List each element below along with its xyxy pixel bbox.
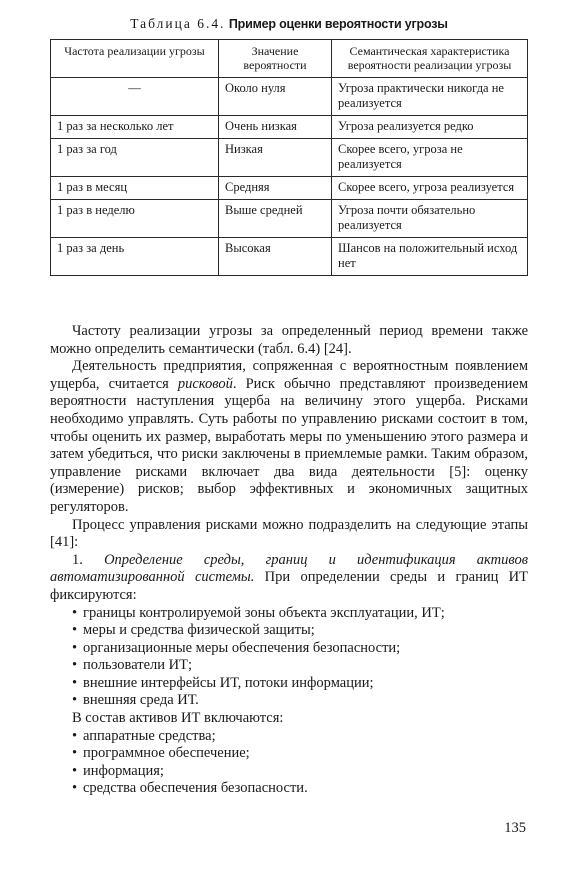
table-row [51, 238, 528, 276]
threat-probability-table [50, 39, 528, 276]
paragraph-text: При определении среды и границ ИТ фиксируются: [50, 569, 528, 603]
list-item-text: внешняя среда ИТ. [83, 692, 199, 709]
list-item [50, 692, 528, 710]
table-caption-number: Таблица 6.4. [130, 16, 226, 31]
table-cell: Очень низкая [219, 116, 332, 139]
table-header-cell: Семантическая характеристика вероятности реализации угрозы [332, 40, 528, 78]
page-number: 135 [504, 820, 526, 836]
list-item [50, 622, 528, 640]
step-title: Определение среды, границ и идентификация активов автоматизированной системы. [50, 551, 528, 586]
table-cell: Угроза практически никогда не реализуется [332, 78, 528, 116]
list-item [50, 728, 528, 746]
paragraph [50, 358, 528, 516]
list-item-text: средства обеспечения безопасности. [83, 780, 308, 797]
emphasized-term: рисковой [177, 375, 233, 392]
table-cell: Шансов на положительный исход нет [332, 238, 528, 276]
table-cell: — [51, 78, 219, 116]
bullet: • [72, 780, 78, 797]
table-row [51, 177, 528, 200]
step-number: 1. [72, 551, 105, 568]
bullet: • [72, 657, 78, 674]
paragraph [50, 552, 528, 605]
bullet: • [72, 762, 78, 779]
paragraph-text: Деятельность предприятия, сопряженная с вероятностным появлением ущерба, считается [50, 358, 528, 392]
list-item-text: пользователи ИТ; [83, 657, 193, 674]
table-cell: Угроза реализуется редко [332, 116, 528, 139]
list-item [50, 605, 528, 623]
table-cell: 1 раз в месяц [51, 177, 219, 200]
table-caption [0, 16, 578, 32]
bullet: • [72, 674, 78, 691]
table-row [51, 116, 528, 139]
list-item-text: программное обеспечение; [83, 745, 250, 762]
table-cell: 1 раз за несколько лет [51, 116, 219, 139]
bullet: • [72, 727, 78, 744]
paragraph: В состав активов ИТ включаются: [72, 710, 284, 727]
list-item [50, 640, 528, 658]
table-cell: Низкая [219, 139, 332, 177]
table-cell: 1 раз за год [51, 139, 219, 177]
table-cell: Скорее всего, угроза не реализуется [332, 139, 528, 177]
list-item-text: меры и средства физической защиты; [83, 622, 315, 639]
list-item-text: границы контролируемой зоны объекта эксплуатации, ИТ; [83, 604, 445, 621]
table-cell: 1 раз за день [51, 238, 219, 276]
assets-list [50, 728, 528, 798]
table-caption-title: Пример оценки вероятности угрозы [228, 17, 448, 31]
list-item-text: внешние интерфейсы ИТ, потоки информации; [83, 674, 374, 691]
table-row [51, 139, 528, 177]
paragraph: Частоту реализации угрозы за определенный период времени также можно определить семантически (табл. 6.4) [24]. [50, 323, 528, 357]
list-item [50, 675, 528, 693]
bullet: • [72, 622, 78, 639]
boundaries-list [50, 605, 528, 711]
table-cell: Высокая [219, 238, 332, 276]
list-item-text: информация; [83, 762, 164, 779]
bullet: • [72, 604, 78, 621]
list-item [50, 763, 528, 781]
paragraph: Процесс управления рисками можно подразделить на следующие этапы [41]: [50, 516, 528, 551]
bullet: • [72, 692, 78, 709]
list-item [50, 745, 528, 763]
table-row [51, 200, 528, 238]
bullet: • [72, 745, 78, 762]
table-cell: Около нуля [219, 78, 332, 116]
table-cell: Средняя [219, 177, 332, 200]
list-item [50, 780, 528, 798]
table-header-cell: Частота реализации угрозы [51, 40, 219, 78]
table-header-row [51, 40, 528, 78]
bullet: • [72, 639, 78, 656]
paragraph-text: . Риск обычно представляют произведением вероятности наступления ущерба на величину этого ущерба. Рисками необходимо управлять. Суть работы по управлению рисками состоит в том, чтобы оценить их размер, выработать меры по уменьшению этого размера и затем убедиться, что риски заключены в приемлемые рамки. Таким образом, управление рисками включает два вида деятельности [5]: оценку (измерение) рисков; выбор эффективных и экономичных защитных регуляторов. [50, 375, 529, 515]
table-cell: Выше средней [219, 200, 332, 238]
table-row [51, 78, 528, 116]
table-cell: Скорее всего, угроза реализуется [332, 177, 528, 200]
list-item-text: организационные меры обеспечения безопасности; [83, 639, 401, 656]
table-cell: 1 раз в неделю [51, 200, 219, 238]
list-item-text: аппаратные средства; [83, 727, 216, 744]
table-cell: Угроза почти обязательно реализуется [332, 200, 528, 238]
list-item [50, 657, 528, 675]
body-text [50, 323, 528, 798]
table-header-cell: Значение вероятности [219, 40, 332, 78]
